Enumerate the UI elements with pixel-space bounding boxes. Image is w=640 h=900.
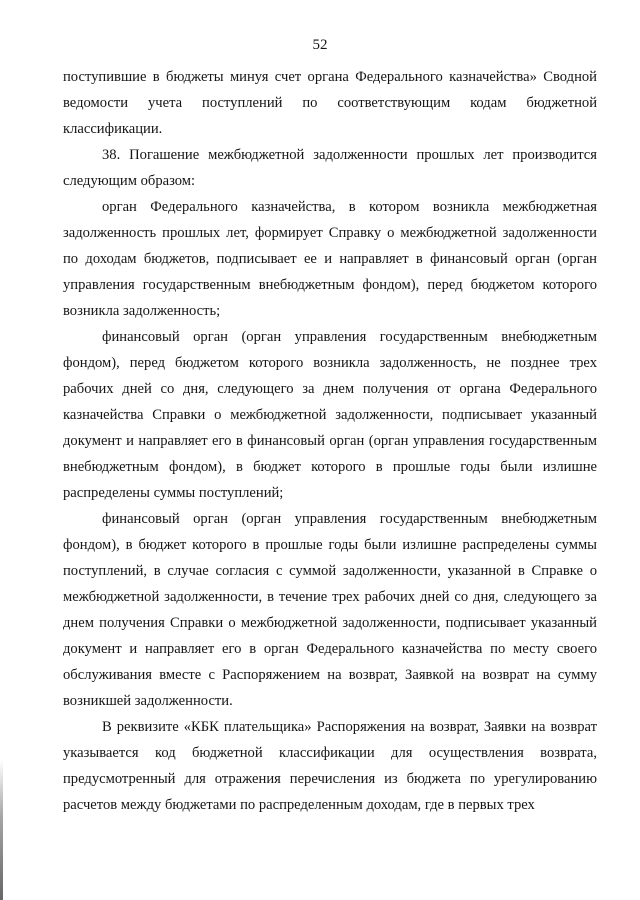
- paragraph-treasury-certificate: орган Федерального казначейства, в котором возникла межбюджетная задолженность прошлых лет, формирует Справку о межбюджетной задолженности по доходам бюджетов, подписывает ее и направляет в финансовый орган (орган управления государственным внебюджетным фондом), перед бюджетом которого возникла задолженность;: [63, 199, 597, 319]
- page-number: 52: [312, 37, 328, 53]
- paragraph-item-38: 38. Погашение межбюджетной задолженности прошлых лет производится следующим образом:: [63, 147, 597, 189]
- paragraph-debtor-financial-body: финансовый орган (орган управления государственным внебюджетным фондом), в бюджет которого в прошлые годы были излишне распределены суммы поступлений, в случае согласия с суммой задолженности, указанной в Справке о межбюджетной задолженности, в течение трех рабочих дней со дня, следующего за днем получения Справки о межбюджетной задолженности, подписывает указанный документ и направляет его в орган Федерального казначейства по месту своего обслуживания вместе с Распоряжением на возврат, Заявкой на возврат на сумму возникшей задолженности.: [63, 511, 597, 709]
- scan-edge-shadow: [0, 760, 3, 900]
- document-body: [63, 64, 597, 818]
- paragraph-creditor-financial-body: финансовый орган (орган управления государственным внебюджетным фондом), перед бюджетом которого возникла задолженность, не позднее трех рабочих дней со дня, следующего за днем получения от органа Федерального казначейства Справки о межбюджетной задолженности, подписывает указанный документ и направляет его в финансовый орган (орган управления государственным внебюджетным фондом), в бюджет которого в прошлые годы были излишне распределены суммы поступлений;: [63, 329, 597, 501]
- paragraph-continuation: поступившие в бюджеты минуя счет органа Федерального казначейства» Сводной ведомости учета поступлений по соответствующим кодам бюджетной классификации.: [63, 69, 597, 137]
- paragraph-kbk-requisite: В реквизите «КБК плательщика» Распоряжения на возврат, Заявки на возврат указывается код бюджетной классификации для осуществления возврата, предусмотренный для отражения перечисления из бюджета по урегулированию расчетов между бюджетами по распределенным доходам, где в первых трех: [63, 719, 597, 813]
